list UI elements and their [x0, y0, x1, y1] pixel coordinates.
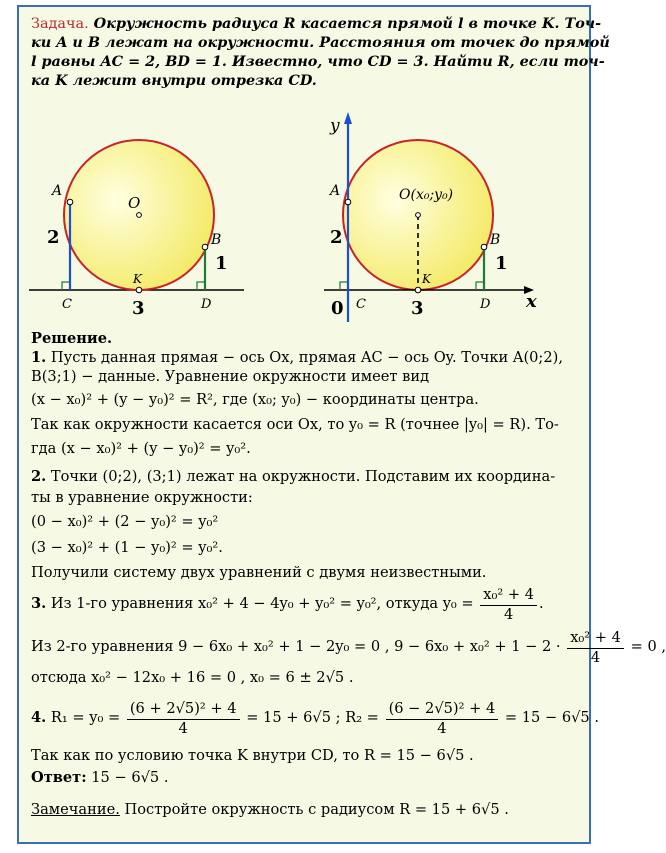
label-ac-length: 2: [47, 227, 60, 248]
answer-label: Ответ:: [31, 769, 87, 786]
label-a: A: [330, 183, 341, 199]
point-a: [345, 199, 351, 205]
step-3-line-b: [31, 627, 666, 667]
label-k: K: [422, 272, 431, 286]
figure-left: [29, 140, 244, 319]
step-4-r2-value: = 15 − 6√5 .: [504, 709, 599, 726]
problem-line-3: l равны AC = 2, BD = 1. Известно, что CD = 3. Найти R, если точ-: [31, 53, 605, 70]
right-angle-c: [340, 282, 348, 290]
point-o: [416, 213, 421, 218]
step-1-line-a: [31, 349, 563, 367]
label-d: D: [480, 297, 491, 312]
problem-label: Задача.: [31, 16, 89, 32]
step-4-r1-fraction: [127, 699, 240, 738]
step-4-r2-denominator: 4: [437, 719, 447, 737]
label-y-axis: y: [330, 116, 340, 136]
step-2-line-b: ты в уравнение окружности:: [31, 489, 253, 506]
step-3-line-d: отсюда x₀² − 12x₀ + 16 = 0 , x₀ = 6 ± 2√5 .: [31, 669, 354, 686]
step-3-fraction-numerator: x₀² + 4: [480, 585, 537, 606]
problem-line-4: ка K лежит внутри отрезка CD.: [31, 72, 317, 89]
point-b: [202, 244, 208, 250]
label-o: O(x₀;y₀): [399, 187, 454, 203]
page-frame: [17, 5, 666, 844]
step-4-line: [31, 695, 599, 741]
label-bd-length: 1: [495, 253, 508, 274]
step-2-line-a: [31, 468, 555, 486]
step-3-line-a: 3. Из 1-го уравнения x₀² + 4 − 4y₀ + y₀² = y₀², откуда y₀ = $\frac{\text{x₀² + 4}}{4}$ .: [31, 585, 544, 623]
figure-right: [324, 112, 537, 322]
point-a: [67, 199, 73, 205]
step-3-text-c-tail: = 0 ,: [630, 638, 666, 655]
step-3-number: 3.: [31, 595, 47, 612]
step-4-r1-label: R₁ = y₀ =: [50, 709, 121, 726]
right-angle-d: [197, 282, 205, 290]
label-o: O: [128, 194, 141, 212]
figures: [19, 102, 589, 327]
step-2-text-a: Точки (0;2), (3;1) лежат на окружности. Подставим их координа-: [50, 468, 556, 485]
step-3-fraction-2-numerator: x₀² + 4: [567, 628, 624, 649]
label-b: B: [490, 232, 501, 248]
step-3-text-a: Из 1-го уравнения x₀² + 4 − 4y₀ + y₀² = y₀², откуда y₀ =: [50, 595, 474, 612]
problem-text-1: Окружность радиуса R касается прямой l в точке K. Точ-: [93, 15, 602, 32]
step-2-line-c: Получили систему двух уравнений с двумя неизвестными.: [31, 564, 487, 581]
label-origin: 0: [331, 298, 344, 319]
step-4-number: 4.: [31, 709, 47, 726]
step-1-line-d: гда (x − x₀)² + (y − y₀)² = y₀².: [31, 440, 251, 457]
step-4-line-a: Так как по условию точка K внутри CD, то R = 15 − 6√5 .: [31, 747, 474, 764]
label-x-axis: x: [526, 291, 537, 312]
note-text: Постройте окружность с радиусом R = 15 + 6√5 .: [124, 801, 509, 818]
answer-line: [31, 769, 169, 787]
y-axis-arrow: [344, 112, 352, 124]
step-2-equation-2: (3 − x₀)² + (1 − y₀)² = y₀².: [31, 539, 223, 556]
point-o: [137, 213, 142, 218]
label-c: C: [356, 297, 366, 312]
step-4-r1-numerator: (6 + 2√5)² + 4: [127, 699, 240, 720]
step-3-fraction-2: [567, 628, 624, 667]
step-3-fraction: [480, 585, 537, 624]
step-4-r1-denominator: 4: [178, 719, 188, 737]
label-d: D: [201, 297, 212, 312]
label-a: A: [52, 183, 63, 199]
step-4-r1-value: = 15 + 6√5 ;: [246, 709, 341, 726]
step-3-text-b: Из 2-го уравнения 9 − 6x₀ + x₀² + 1 − 2y₀ = 0 , 9 − 6x₀ + x₀² + 1 − 2 ·: [31, 638, 561, 655]
label-c: C: [62, 297, 72, 312]
step-2-equation-1: (0 − x₀)² + (2 − y₀)² = y₀²: [31, 513, 219, 530]
label-bd-length: 1: [215, 253, 228, 274]
label-cd-length: 3: [411, 298, 424, 319]
step-1-equation: (x − x₀)² + (y − y₀)² = R², где (x₀; y₀) − координаты центра.: [31, 391, 479, 408]
step-1-text-a: Пусть данная прямая − ось Ox, прямая AC − ось Oy. Точки A(0;2),: [50, 349, 563, 366]
problem-line-2: ки A и B лежат на окружности. Расстояния от точек до прямой: [31, 34, 610, 51]
step-1-line-c: Так как окружности касается оси Ox, то y₀ = R (точнее |y₀| = R). То-: [31, 416, 559, 433]
note-line: [31, 801, 509, 819]
label-k: K: [133, 272, 142, 286]
right-angle-c: [62, 282, 70, 290]
label-b: B: [211, 232, 222, 248]
step-4-r2-fraction: [386, 699, 499, 738]
step-4-r2-numerator: (6 − 2√5)² + 4: [386, 699, 499, 720]
step-3-fraction-denominator: 4: [504, 605, 514, 623]
point-b: [481, 244, 487, 250]
step-4-r2-label: R₂ =: [345, 709, 379, 726]
step-1-number: 1.: [31, 349, 47, 366]
step-1-line-b: B(3;1) − данные. Уравнение окружности имеет вид: [31, 368, 430, 385]
point-k: [415, 287, 421, 293]
answer-value: 15 − 6√5 .: [91, 769, 169, 786]
solution-title: Решение.: [31, 330, 113, 347]
label-ac-length: 2: [330, 227, 343, 248]
note-label: Замечание.: [31, 801, 120, 818]
step-2-number: 2.: [31, 468, 47, 485]
point-k: [136, 287, 142, 293]
problem-line-1: [31, 15, 601, 33]
label-cd-length: 3: [132, 298, 145, 319]
step-3-fraction-2-denominator: 4: [590, 648, 601, 666]
right-angle-d: [476, 282, 484, 290]
